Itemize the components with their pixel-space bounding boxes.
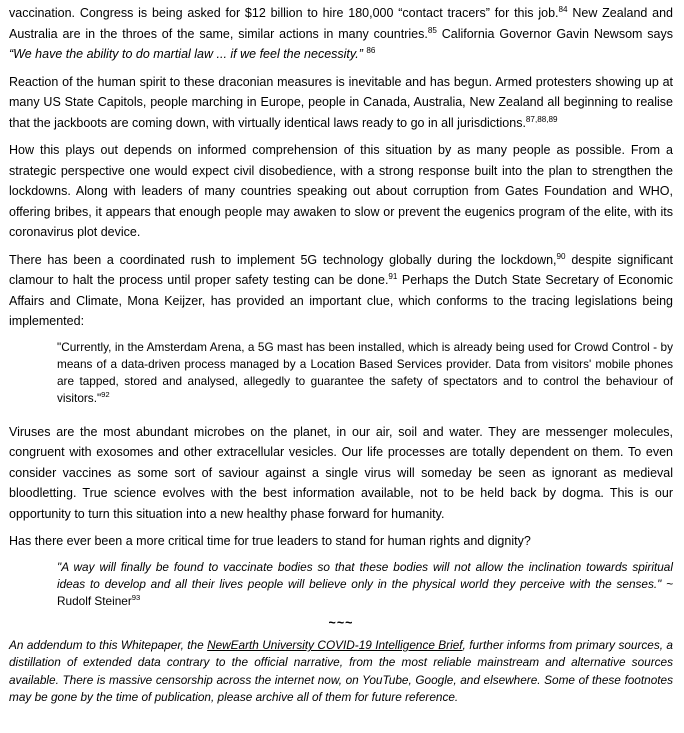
text-segment: Perhaps the Dutch State Secretary of Economic Affairs and Climate, Mona Keijzer, has provided an important clue, which conforms to the tracing legislations being implemented: (9, 273, 673, 328)
text-segment: How this plays out depends on informed comprehension of this situation by as many people as possible. From a strategic perspective one would expect civil disobedience, with a strong response built into the plan to strengthen the lockdowns. Along with leaders of many countries speaking out about corruption from Gates Foundation and WHO, offering bribes, it appears that enough people may awaken to slow or prevent the eugenics program of the elite, with its coronavirus plot device. (9, 143, 673, 239)
paragraph-viruses (9, 422, 673, 525)
footnote-ref: 92 (101, 390, 110, 400)
text-segment: Viruses are the most abundant microbes on the planet, in our air, soil and water. They are messenger molecules, congruent with exosomes and other extracellular vesicles. Our life processes are totally dependent on them. To even consider vaccines as some sort of saviour against a single virus will someday be seen as ignorant as medieval bloodletting. True science evolves with the best information available, not to be held back by dogma. This is our opportunity to turn this situation into a new healthy phase forward for humanity. (9, 424, 673, 521)
paragraph-question (9, 531, 673, 552)
text-segment: Rudolf Steiner (57, 594, 132, 609)
blockquote-rudolf-steiner (57, 559, 673, 611)
tilde-separator (9, 613, 673, 634)
text-segment: despite significant clamour to halt the process until proper safety testing can be done. (9, 252, 673, 287)
paragraph-reaction (9, 72, 673, 134)
text-segment: Has there ever been a more critical time for true leaders to stand for human rights and dignity? (9, 534, 531, 549)
paragraph-how-this-plays-out (9, 140, 673, 243)
footnote-ref: 86 (366, 45, 376, 55)
footnote-ref: 84 (558, 4, 568, 14)
blockquote-amsterdam-arena (57, 339, 673, 408)
text-segment: vaccination. Congress is being asked for $12 billion to hire 180,000 “contact tracers” for this job. (9, 6, 559, 20)
paragraph-addendum (9, 637, 673, 707)
footnote-ref: 93 (131, 593, 141, 603)
text-segment: New Zealand and Australia are in the throes of the same, similar actions in many countries. (9, 6, 674, 41)
footnote-ref: 87,88,89 (525, 114, 558, 124)
text-segment: Reaction of the human spirit to these draconian measures is inevitable and has begun. Armed protesters showing up at many US State Capitols, people marching in Europe, people in Canada, Australia, New Zealand all beginning to realise that the jackboots are coming down, with virtually identical laws ready to go in all jurisdictions. (9, 74, 673, 130)
text-segment: ~~~ (328, 615, 354, 630)
text-segment: , further informs from primary sources, a distillation of extended data contrary to the official narrative, from the most reliable mainstream and alternative sources available. There is massive censorship across the internet now, on YouTube, Google, and elsewhere. Some of these footnotes may be gone by the time of publication, please archive all of them for future reference. (9, 638, 673, 705)
footnote-ref: 90 (556, 251, 566, 261)
paragraph-5g-rush (9, 250, 673, 332)
text-segment: "A way will finally be found to vaccinate bodies so that these bodies will not allow the inclination towards spiritual ideas to develop and all their lives people will believe only in the physical world they perceive with the senses." ~ (57, 559, 673, 591)
text-segment: California Governor Gavin Newsom says (436, 26, 674, 41)
footnote-ref: 85 (427, 25, 437, 35)
text-segment: An addendum to this Whitepaper, the (9, 638, 208, 653)
document-body (9, 3, 673, 707)
newearth-brief-link[interactable]: NewEarth University COVID-19 Intelligence Brief (207, 638, 463, 653)
text-segment: There has been a coordinated rush to implement 5G technology globally during the lockdown, (9, 252, 557, 267)
text-segment: "Currently, in the Amsterdam Arena, a 5G mast has been installed, which is already being used for Crowd Control - by means of a data-driven process managed by a Location Based Services provider. Data from visitors' mobile phones are tapped, stored and analysed, allegedly to guarantee the safety of spectators and to control the behaviour of visitors." (57, 339, 673, 406)
text-segment: “We have the ability to do martial law ... if we feel the necessity.” (9, 47, 367, 61)
paragraph-contact-tracers (9, 3, 673, 65)
footnote-ref: 91 (388, 271, 398, 281)
